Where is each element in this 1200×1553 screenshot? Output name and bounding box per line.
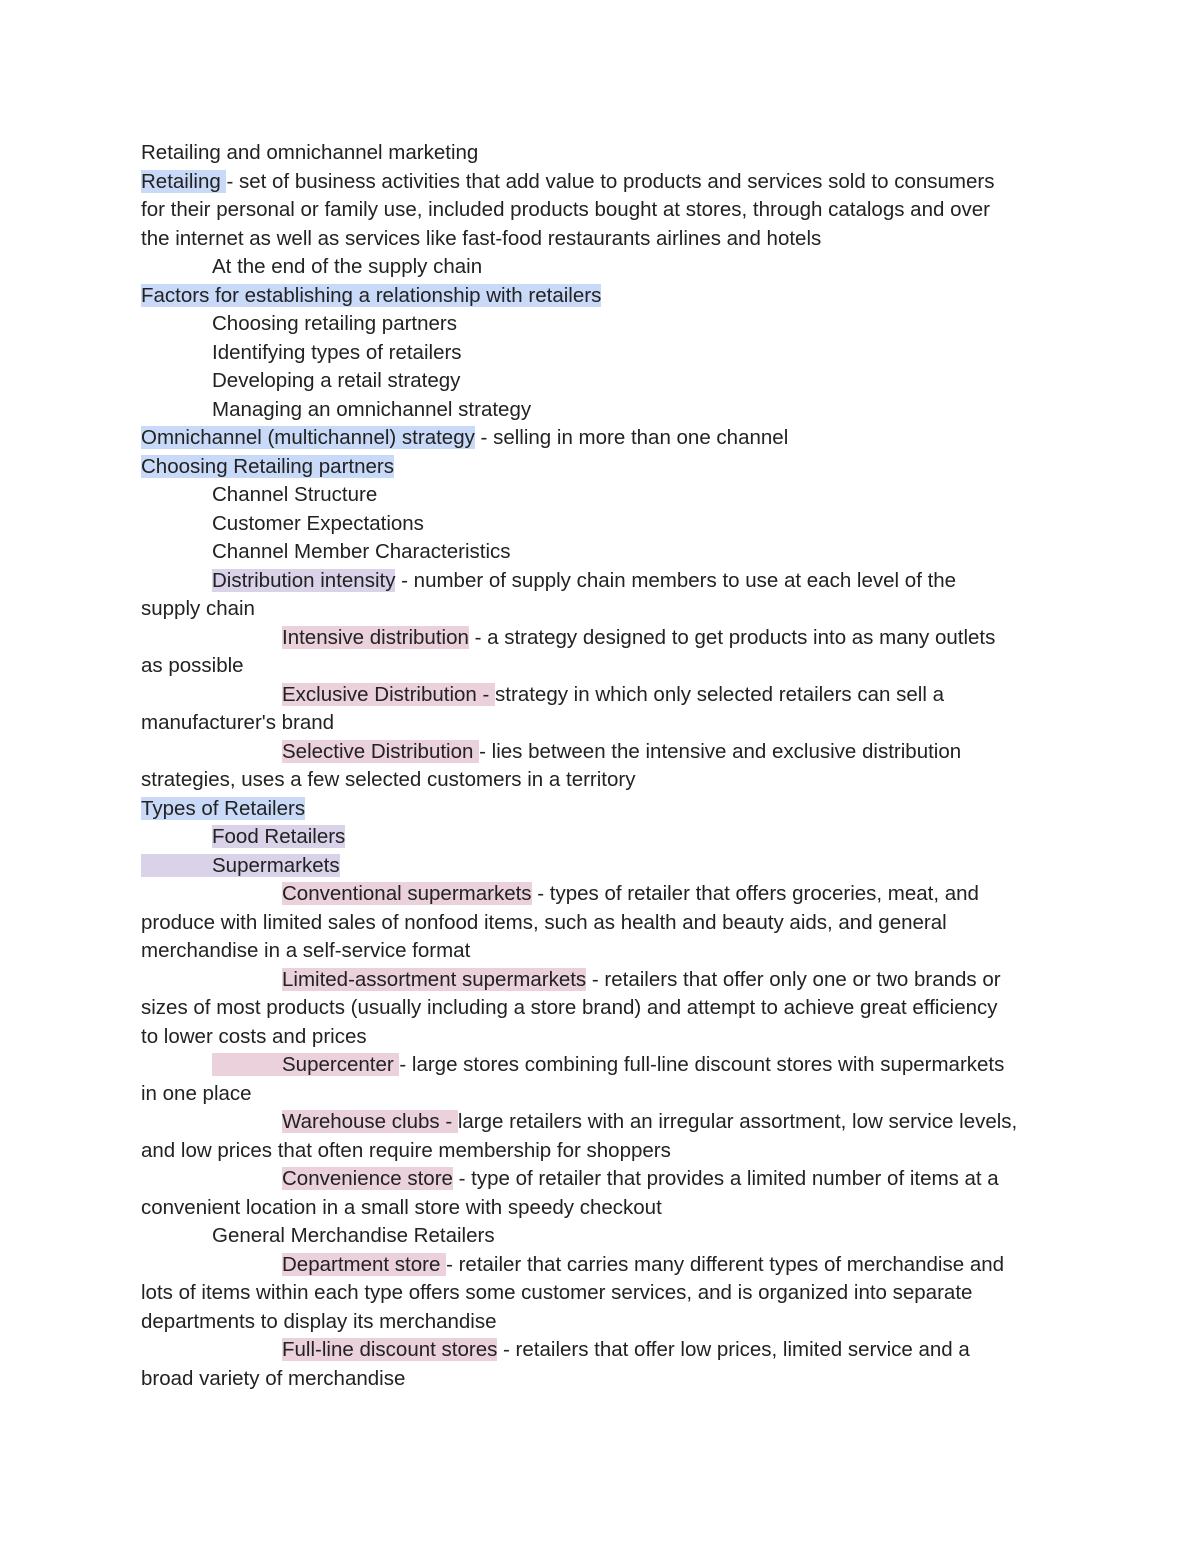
limited-line-1 — [141, 966, 1066, 995]
distribution-intensity-line-2: supply chain — [141, 597, 255, 620]
conventional-line-2: produce with limited sales of nonfood items, such as health and beauty aids, and general — [141, 910, 947, 934]
warehouse-definition: large retailers with an irregular assortment, low service levels, — [457, 1110, 1018, 1133]
intensive-line-1 — [141, 624, 1066, 653]
retailing-definition-line-2: for their personal or family use, included products bought at stores, through catalogs and over — [141, 198, 990, 221]
factors-item: Choosing retailing partners — [212, 312, 457, 335]
retailing-note: At the end of the supply chain — [212, 255, 483, 278]
selective-definition: - lies between the intensive and exclusive distribution — [479, 739, 962, 763]
convenience-definition: - type of retailer that provides a limited number of items at a — [452, 1167, 999, 1190]
fullline-line-1 — [141, 1336, 1066, 1365]
factors-heading-line — [141, 282, 1066, 311]
conventional-line-1 — [141, 880, 1066, 909]
supercenter-definition: - large stores combining full-line discount stores with supermarkets — [399, 1053, 1005, 1076]
factors-item: Managing an omnichannel strategy — [212, 397, 532, 421]
choosing-heading: Choosing Retailing partners — [141, 454, 394, 478]
term-selective-distribution: Selective Distribution — [282, 739, 480, 763]
omnichannel-line — [141, 424, 1066, 453]
types-heading: Types of Retailers — [141, 796, 306, 820]
general-merchandise-heading: General Merchandise Retailers — [212, 1224, 495, 1247]
factors-item: Identifying types of retailers — [212, 340, 462, 364]
factors-item: Developing a retail strategy — [212, 369, 461, 392]
conventional-definition: - types of retailer that offers groceries, meat, and — [531, 882, 979, 905]
department-definition: - retailer that carries many different types of merchandise and — [446, 1252, 1005, 1276]
supercenter-line-2: in one place — [141, 1081, 252, 1105]
department-line-2: lots of items within each type offers some customer services, and is organized into separate — [141, 1281, 973, 1304]
choosing-heading-line — [141, 453, 1066, 482]
types-heading-line — [141, 795, 1066, 824]
convenience-line-1 — [141, 1165, 1066, 1194]
term-distribution-intensity: Distribution intensity — [212, 568, 396, 592]
distribution-intensity-definition: - number of supply chain members to use at each level of the — [395, 568, 957, 592]
selective-line-2: strategies, uses a few selected customers in a territory — [141, 768, 636, 791]
choosing-item: Channel Structure — [212, 483, 378, 506]
warehouse-line-2: and low prices that often require membership for shoppers — [141, 1138, 671, 1162]
limited-line-2: sizes of most products (usually including a store brand) and attempt to achieve great efficiency — [141, 996, 998, 1019]
exclusive-definition: strategy in which only selected retailers can sell a — [495, 682, 944, 706]
retailing-definition: - set of business activities that add value to products and services sold to consumers — [226, 169, 995, 193]
document-body — [141, 139, 1066, 1393]
term-supercenter: Supercenter — [212, 1053, 399, 1076]
distribution-intensity-line-1 — [141, 567, 1066, 596]
selective-line-1 — [141, 738, 1066, 767]
department-line-1 — [141, 1251, 1066, 1280]
department-line-3: departments to display its merchandise — [141, 1309, 497, 1333]
supermarkets-heading: Supermarkets — [141, 854, 340, 877]
term-conventional-supermarkets: Conventional supermarkets — [282, 882, 532, 905]
term-omnichannel: Omnichannel (multichannel) strategy — [141, 426, 475, 449]
term-limited-assortment: Limited-assortment supermarkets — [282, 967, 587, 991]
warehouse-line-1 — [141, 1108, 1066, 1137]
supercenter-line-1 — [141, 1051, 1066, 1080]
limited-definition: - retailers that offer only one or two brands or — [586, 967, 1001, 991]
term-full-line-discount: Full-line discount stores — [282, 1338, 498, 1361]
document-title: Retailing and omnichannel marketing — [141, 141, 479, 164]
term-department-store: Department store — [282, 1252, 447, 1276]
supermarkets-line — [141, 852, 1066, 881]
term-intensive-distribution: Intensive distribution — [282, 625, 469, 649]
fullline-line-2: broad variety of merchandise — [141, 1366, 406, 1390]
term-convenience-store: Convenience store — [282, 1167, 453, 1190]
retailing-definition-line-3: the internet as well as services like fast-food restaurants airlines and hotels — [141, 226, 822, 250]
exclusive-line-1 — [141, 681, 1066, 710]
convenience-line-2: convenient location in a small store with speedy checkout — [141, 1195, 662, 1219]
conventional-line-3: merchandise in a self-service format — [141, 939, 471, 962]
fullline-definition: - retailers that offer low prices, limited service and a — [497, 1338, 970, 1361]
term-warehouse-clubs: Warehouse clubs - — [282, 1110, 458, 1133]
food-retailers-heading: Food Retailers — [212, 825, 346, 848]
term-exclusive-distribution: Exclusive Distribution - — [282, 682, 496, 706]
limited-line-3: to lower costs and prices — [141, 1024, 367, 1048]
choosing-item: Customer Expectations — [212, 511, 424, 535]
omnichannel-definition: - selling in more than one channel — [474, 426, 789, 449]
term-retailing: Retailing — [141, 169, 227, 193]
choosing-item: Channel Member Characteristics — [212, 540, 511, 563]
exclusive-line-2: manufacturer's brand — [141, 711, 335, 734]
factors-heading: Factors for establishing a relationship with retailers — [141, 283, 602, 307]
intensive-line-2: as possible — [141, 654, 244, 677]
intensive-definition: - a strategy designed to get products into as many outlets — [468, 625, 996, 649]
food-retailers-line — [141, 823, 1066, 852]
retailing-definition-line-1 — [141, 168, 1066, 197]
